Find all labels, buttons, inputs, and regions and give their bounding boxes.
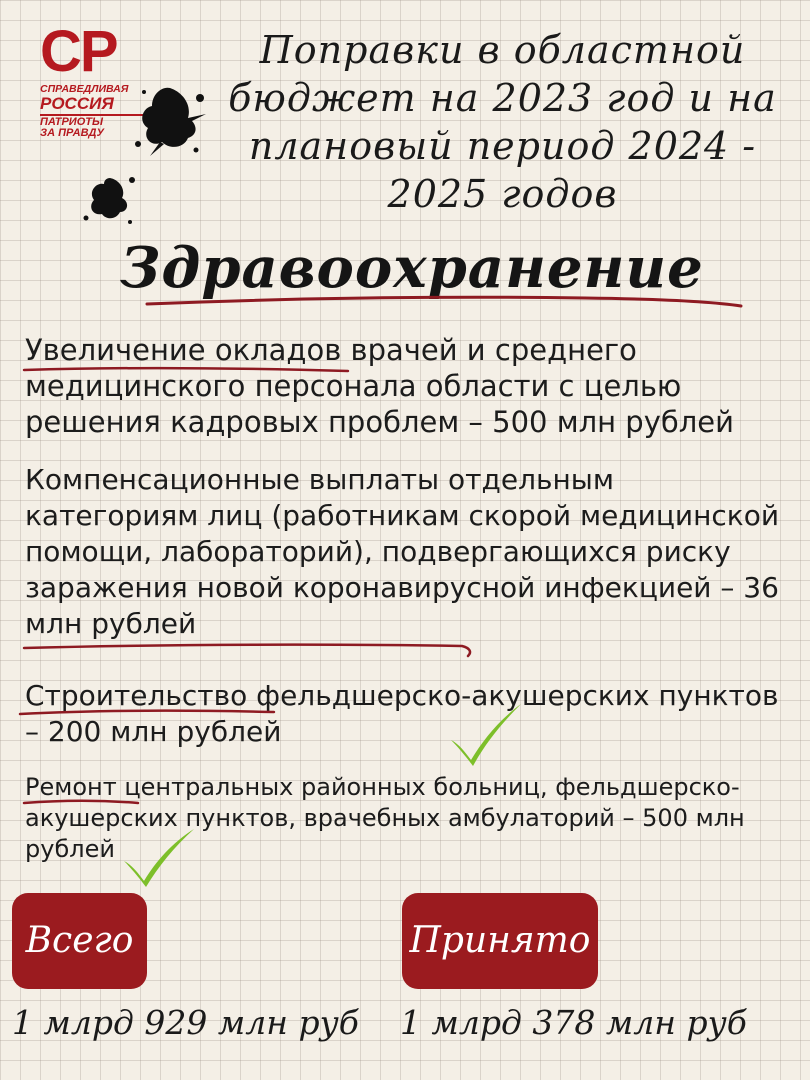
logo-line-3: ПАТРИОТЫ [40, 114, 150, 128]
logo-line-2: РОССИЯ [40, 93, 114, 113]
accepted-badge: Принято [402, 893, 598, 989]
budget-item-compensation: Компенсационные выплаты отдельным категориям лиц (работникам скорой медицинской помощи, лабораторий), подвергающихся риску заражения новой коронавирусной инфекцией – 36 млн рублей [25, 463, 780, 640]
budget-item-construction: Строительство фельдшерско-акушерских пунктов – 200 млн рублей [25, 679, 779, 748]
budget-item-repair: Ремонт центральных районных больниц, фельдшерско-акушерских пунктов, врачебных амбулаторий – 500 млн рублей [25, 773, 745, 863]
total-badge: Всего [12, 893, 147, 989]
total-value: 1 млрд 929 млн руб [12, 1003, 359, 1042]
item-underline [18, 706, 278, 720]
item-underline [22, 797, 142, 809]
page-title: Поправки в областной бюджет на 2023 год и на плановый период 2024 - 2025 годов [228, 28, 777, 216]
budget-item-salaries: Увеличение окладов врачей и среднего медицинского персонала области с целью решения кадровых проблем – 500 млн рублей [25, 333, 734, 439]
section-heading: Здравоохранение [120, 235, 704, 301]
item-underline [22, 640, 482, 660]
accepted-value: 1 млрд 378 млн руб [400, 1003, 747, 1042]
ink-splatter-icon [130, 78, 210, 158]
ink-splatter-icon [80, 168, 140, 228]
checkmark-icon [445, 700, 525, 770]
section-underline [145, 288, 745, 318]
checkmark-icon [118, 825, 198, 891]
logo-line-4: ЗА ПРАВДУ [40, 126, 104, 139]
item-underline [22, 364, 352, 376]
logo-line-1: СПРАВЕДЛИВАЯ [40, 83, 129, 95]
logo-mark: СР [40, 19, 117, 84]
